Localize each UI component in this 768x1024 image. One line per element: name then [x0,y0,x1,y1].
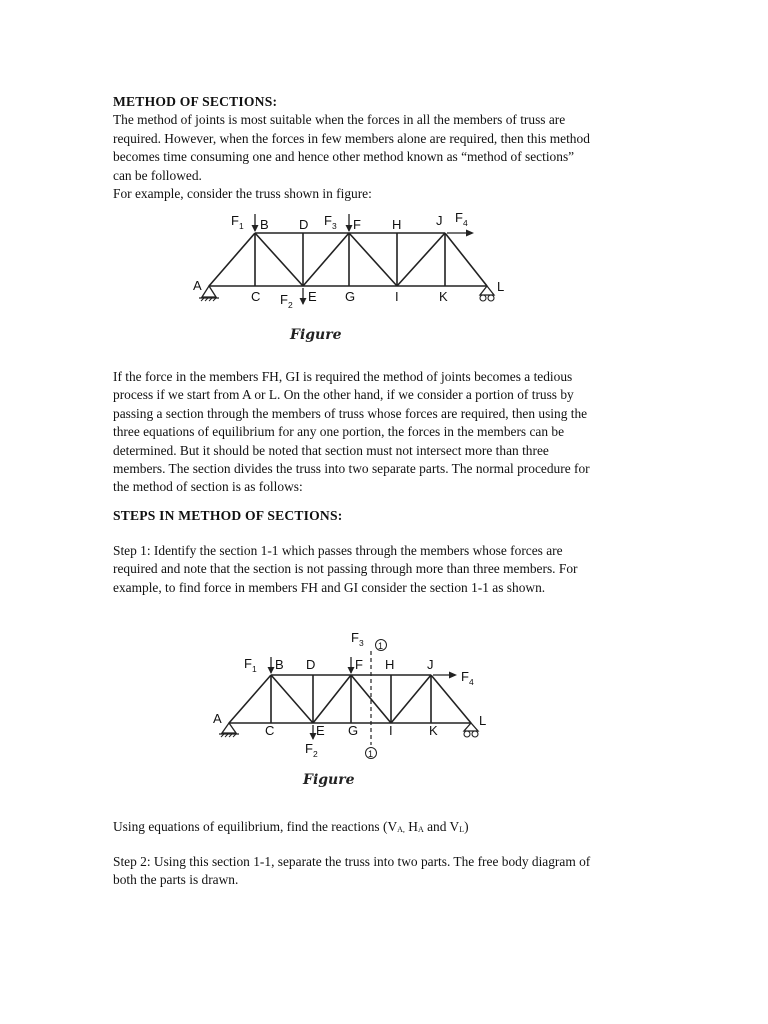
label-C: C [265,723,275,738]
truss-members [209,233,487,286]
label-F4: $F_4$ [461,669,474,687]
figure2-caption: Figure [303,772,355,788]
para5-line: Step 2: Using this section 1-1, separate the truss into two parts. The free body diagram of [113,854,591,869]
para4-line: Using equations of equilibrium, find the reactions ($V_{A,}$ $H_A$ and $V_L$) [113,819,469,834]
truss-members [229,675,471,723]
step1-block [113,542,653,597]
label-C: C [251,289,261,304]
para2-line: If the force in the members FH, GI is required the method of joints becomes a tedious [113,369,573,384]
label-K: K [439,289,448,304]
para2-block [113,368,653,497]
para4-block [113,818,653,836]
para1-line: The method of joints is most suitable when the forces in all the members of truss are [113,112,566,128]
label-F-node: F [353,217,361,232]
para3-line: Step 1: Identify the section 1-1 which passes through the members whose forces are [113,543,563,558]
label-E: E [308,289,317,304]
label-F1: $F_1$ [231,213,244,231]
para2-line: process if we start from A or L. On the other hand, if we consider a portion of truss by [113,387,574,403]
label-F4: $F_4$ [455,210,468,228]
label-F3: $F_3$ [324,213,337,231]
label-L: L [497,279,505,294]
label-L: L [479,713,487,728]
section-mark-bottom [366,748,377,760]
para1-line: required. However, when the forces in few members alone are required, then this method [113,130,590,146]
svg-text:1: 1 [378,641,384,651]
label-F2: $F_2$ [280,292,293,310]
label-H: H [392,217,402,232]
truss-figure-2 [205,625,505,795]
pin-support [199,286,219,301]
heading-steps: STEPS IN METHOD OF SECTIONS: [113,508,343,523]
label-A: A [213,711,222,726]
label-I: I [395,289,399,304]
para1-line: becomes time consuming one and hence other method known as “method of sections” [113,149,575,165]
label-D: D [299,217,309,232]
figure1-caption: Figure [290,327,342,343]
label-F1: $F_1$ [244,656,257,674]
label-K: K [429,723,438,738]
para2-line: determined. But it should be noted that section must not intersect more than three [113,442,549,458]
roller-support [480,286,494,301]
para2-line: three equations of equilibrium for any one portion, the forces in the members can be [113,424,565,440]
roller-support [464,723,478,737]
para2-line: passing a section through the members of truss whose forces are required, then using the [113,405,588,421]
step2-block [113,853,653,890]
label-B: B [275,657,284,672]
label-G: G [345,289,356,304]
para1-line: For example, consider the truss shown in figure: [113,186,372,202]
svg-text:1: 1 [368,749,374,759]
label-E: E [316,723,325,738]
para2-line: members. The section divides the truss into two separate parts. The normal procedure for [113,461,590,477]
intro-block [113,93,653,203]
truss-figure-1 [185,200,525,350]
label-J: J [436,213,443,228]
label-G: G [348,723,359,738]
para3-line: required and note that the section is not passing through more than three members. For [113,561,578,577]
pin-support [219,723,239,737]
steps-heading-block [113,507,653,525]
label-F2: $F_2$ [305,741,318,759]
label-A: A [193,278,202,293]
para5-line: both the parts is drawn. [113,872,239,888]
label-B: B [260,217,269,232]
para2-line: the method of section is as follows: [113,479,303,495]
label-J: J [427,657,434,672]
label-H: H [385,657,395,672]
para1-line: can be followed. [113,167,202,183]
label-F3: $F_3$ [351,630,364,648]
label-I: I [389,723,393,738]
para3-line: example, to find force in members FH and GI consider the section 1-1 as shown. [113,579,546,595]
label-D: D [306,657,316,672]
heading-method-of-sections: METHOD OF SECTIONS: [113,94,278,109]
label-F-node: F [355,657,363,672]
section-mark-top [376,640,387,652]
